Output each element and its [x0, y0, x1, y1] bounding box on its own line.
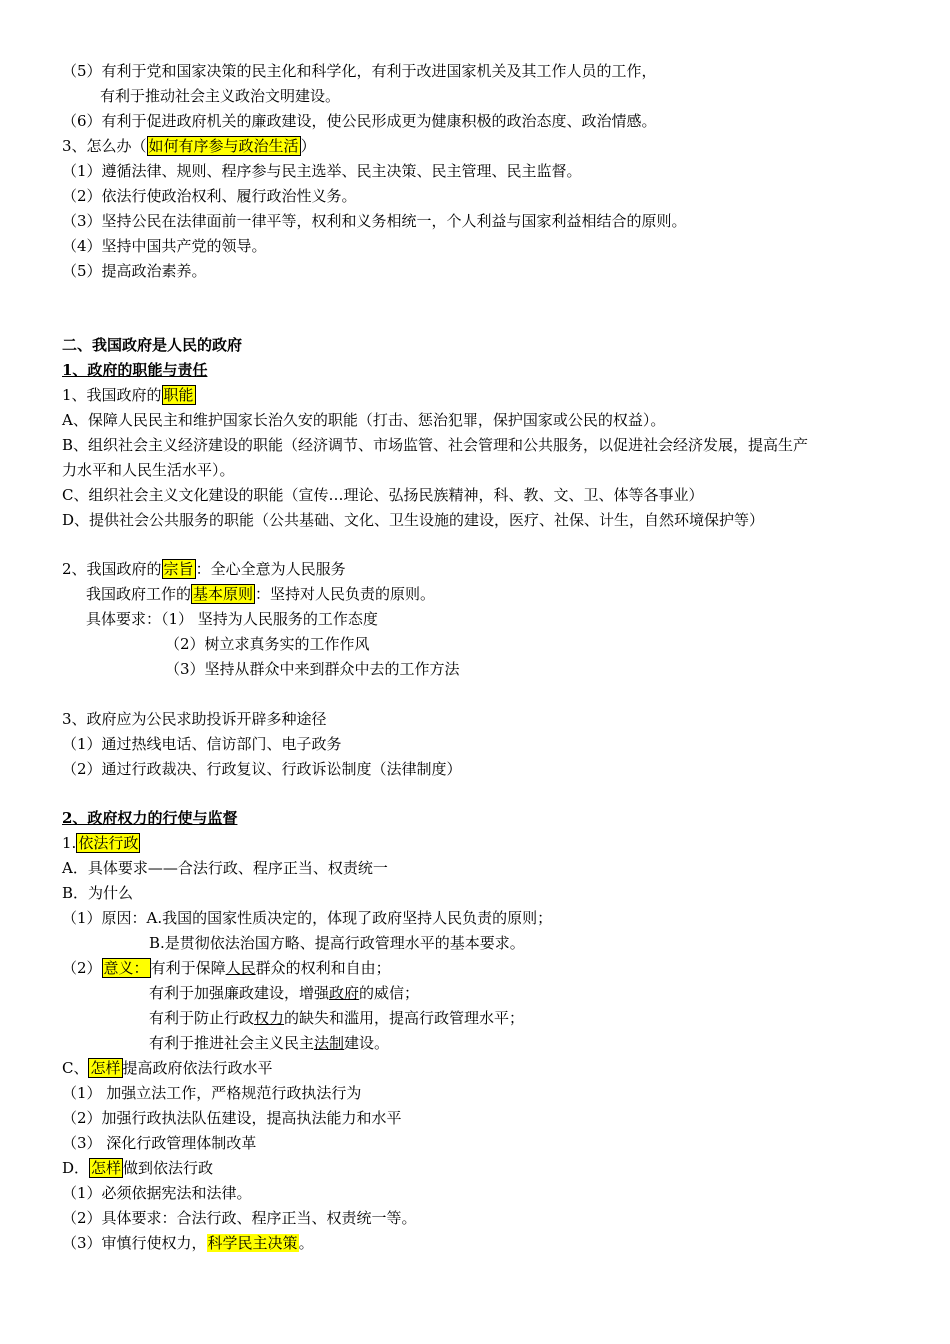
text-line: B、组织社会主义经济建设的职能（经济调节、市场监管、社会管理和公共服务，以促进社会经济发展，提高生产 [62, 436, 809, 454]
subsection-title: 1、政府的职能与责任 [62, 361, 208, 379]
highlight-text: 宗旨 [163, 560, 194, 578]
meaning-line [149, 982, 419, 1004]
text-span: D． [62, 1159, 90, 1177]
highlight-text: 科学民主决策 [207, 1234, 298, 1252]
underlined-text: 权力 [254, 1009, 285, 1027]
principle-line [86, 583, 435, 605]
aim-heading [62, 558, 346, 580]
text-line: 3、政府应为公民求助投诉开辟多种途径 [62, 710, 327, 728]
underlined-text: 政府 [329, 984, 360, 1002]
text-span: 。 [298, 1234, 314, 1252]
how-achieve-heading [62, 1157, 213, 1179]
text-span: 我国政府工作的 [86, 585, 192, 603]
section-title: 二、我国政府是人民的政府 [62, 336, 243, 354]
text-line: A．具体要求——合法行政、程序正当、权责统一 [62, 859, 388, 877]
text-span: 有利于防止行政 [149, 1009, 255, 1027]
text-span: 有利于加强廉政建设，增强 [149, 984, 330, 1002]
text-span: （3）审慎行使权力， [62, 1234, 207, 1252]
underlined-text: 人民 [225, 959, 256, 977]
text-line: （2）通过行政裁决、行政复议、行政诉讼制度（法律制度） [62, 760, 462, 778]
functions-heading [62, 384, 196, 406]
text-span: 1. [62, 834, 77, 852]
decision-line [62, 1232, 314, 1254]
highlight-text: 怎样 [91, 1159, 122, 1177]
text-span: ：全心全意为人民服务 [195, 560, 346, 578]
text-span: 有利于推进社会主义民主 [149, 1034, 315, 1052]
text-line: （3） 深化行政管理体制改革 [62, 1134, 257, 1152]
text-span: ） [300, 137, 316, 155]
text-line: B．为什么 [62, 884, 134, 902]
meaning-line [149, 1032, 389, 1054]
highlight-text: 基本原则 [193, 585, 254, 603]
meaning-line [149, 1007, 524, 1029]
text-span: 2、我国政府的 [62, 560, 162, 578]
text-span: 建设。 [344, 1034, 390, 1052]
law-heading [62, 832, 140, 854]
highlight-text: 职能 [163, 386, 194, 404]
text-line: B.是贯彻依法治国方略、提高行政管理水平的基本要求。 [149, 934, 525, 952]
text-line: 具体要求：（1） 坚持为人民服务的工作态度 [86, 610, 378, 628]
meaning-line [62, 957, 391, 979]
text-line: 有利于推动社会主义政治文明建设。 [100, 87, 341, 105]
text-line: （5）提高政治素养。 [62, 262, 207, 280]
text-span: ：坚持对人民负责的原则。 [255, 585, 436, 603]
text-line: （1）通过热线电话、信访部门、电子政务 [62, 735, 342, 753]
text-line: （2）加强行政执法队伍建设，提高执法能力和水平 [62, 1109, 402, 1127]
text-line: （3）坚持公民在法律面前一律平等，权利和义务相统一，个人利益与国家利益相结合的原则。 [62, 212, 687, 230]
text-span: 提高政府依法行政水平 [122, 1059, 273, 1077]
text-line: （4）坚持中国共产党的领导。 [62, 237, 267, 255]
text-line: C、组织社会主义文化建设的职能（宣传…理论、弘扬民族精神，科、教、文、卫、体等各事业） [62, 486, 704, 504]
how-improve-heading [62, 1057, 273, 1079]
text-line: D、提供社会公共服务的职能（公共基础、文化、卫生设施的建设，医疗、社保、计生，自然环境保护等） [62, 511, 765, 529]
text-span: 有利于保障 [150, 959, 226, 977]
text-span: 3、怎么办（ [62, 137, 147, 155]
text-line: （6）有利于促进政府机关的廉政建设，使公民形成更为健康积极的政治态度、政治情感。 [62, 112, 657, 130]
highlight-text: 意义： [103, 959, 149, 977]
text-line: 力水平和人民生活水平）。 [62, 461, 235, 479]
text-line: （3）坚持从群众中来到群众中去的工作方法 [165, 660, 460, 678]
underlined-text: 法制 [314, 1034, 345, 1052]
subsection-title: 2、政府权力的行使与监督 [62, 809, 238, 827]
text-span: 做到依法行政 [123, 1159, 214, 1177]
text-line: A、保障人民民主和维护国家长治久安的职能（打击、惩治犯罪，保护国家或公民的权益）。 [62, 411, 666, 429]
highlight-text: 如何有序参与政治生活 [148, 137, 299, 155]
text-line: （1） 加强立法工作，严格规范行政执法行为 [62, 1084, 362, 1102]
text-line: （2）树立求真务实的工作作风 [165, 635, 370, 653]
text-span: 群众的权利和自由； [255, 959, 391, 977]
highlight-text: 依法行政 [78, 834, 139, 852]
text-line: （5）有利于党和国家决策的民主化和科学化，有利于改进国家机关及其工作人员的工作， [62, 62, 657, 80]
text-line: （1）遵循法律、规则、程序参与民主选举、民主决策、民主管理、民主监督。 [62, 162, 582, 180]
text-span: 的缺失和滥用，提高行政管理水平； [284, 1009, 525, 1027]
text-span: （2） [62, 959, 102, 977]
heading-how-to [62, 135, 316, 157]
text-span: C、 [62, 1059, 89, 1077]
text-line: （2）依法行使政治权利、履行政治性义务。 [62, 187, 357, 205]
text-span: 1、我国政府的 [62, 386, 162, 404]
text-line: （1）原因：A.我国的国家性质决定的，体现了政府坚持人民负责的原则； [62, 909, 553, 927]
text-line: （1）必须依据宪法和法律。 [62, 1184, 252, 1202]
highlight-text: 怎样 [90, 1059, 121, 1077]
text-span: 的威信； [359, 984, 420, 1002]
text-line: （2）具体要求：合法行政、程序正当、权责统一等。 [62, 1209, 417, 1227]
